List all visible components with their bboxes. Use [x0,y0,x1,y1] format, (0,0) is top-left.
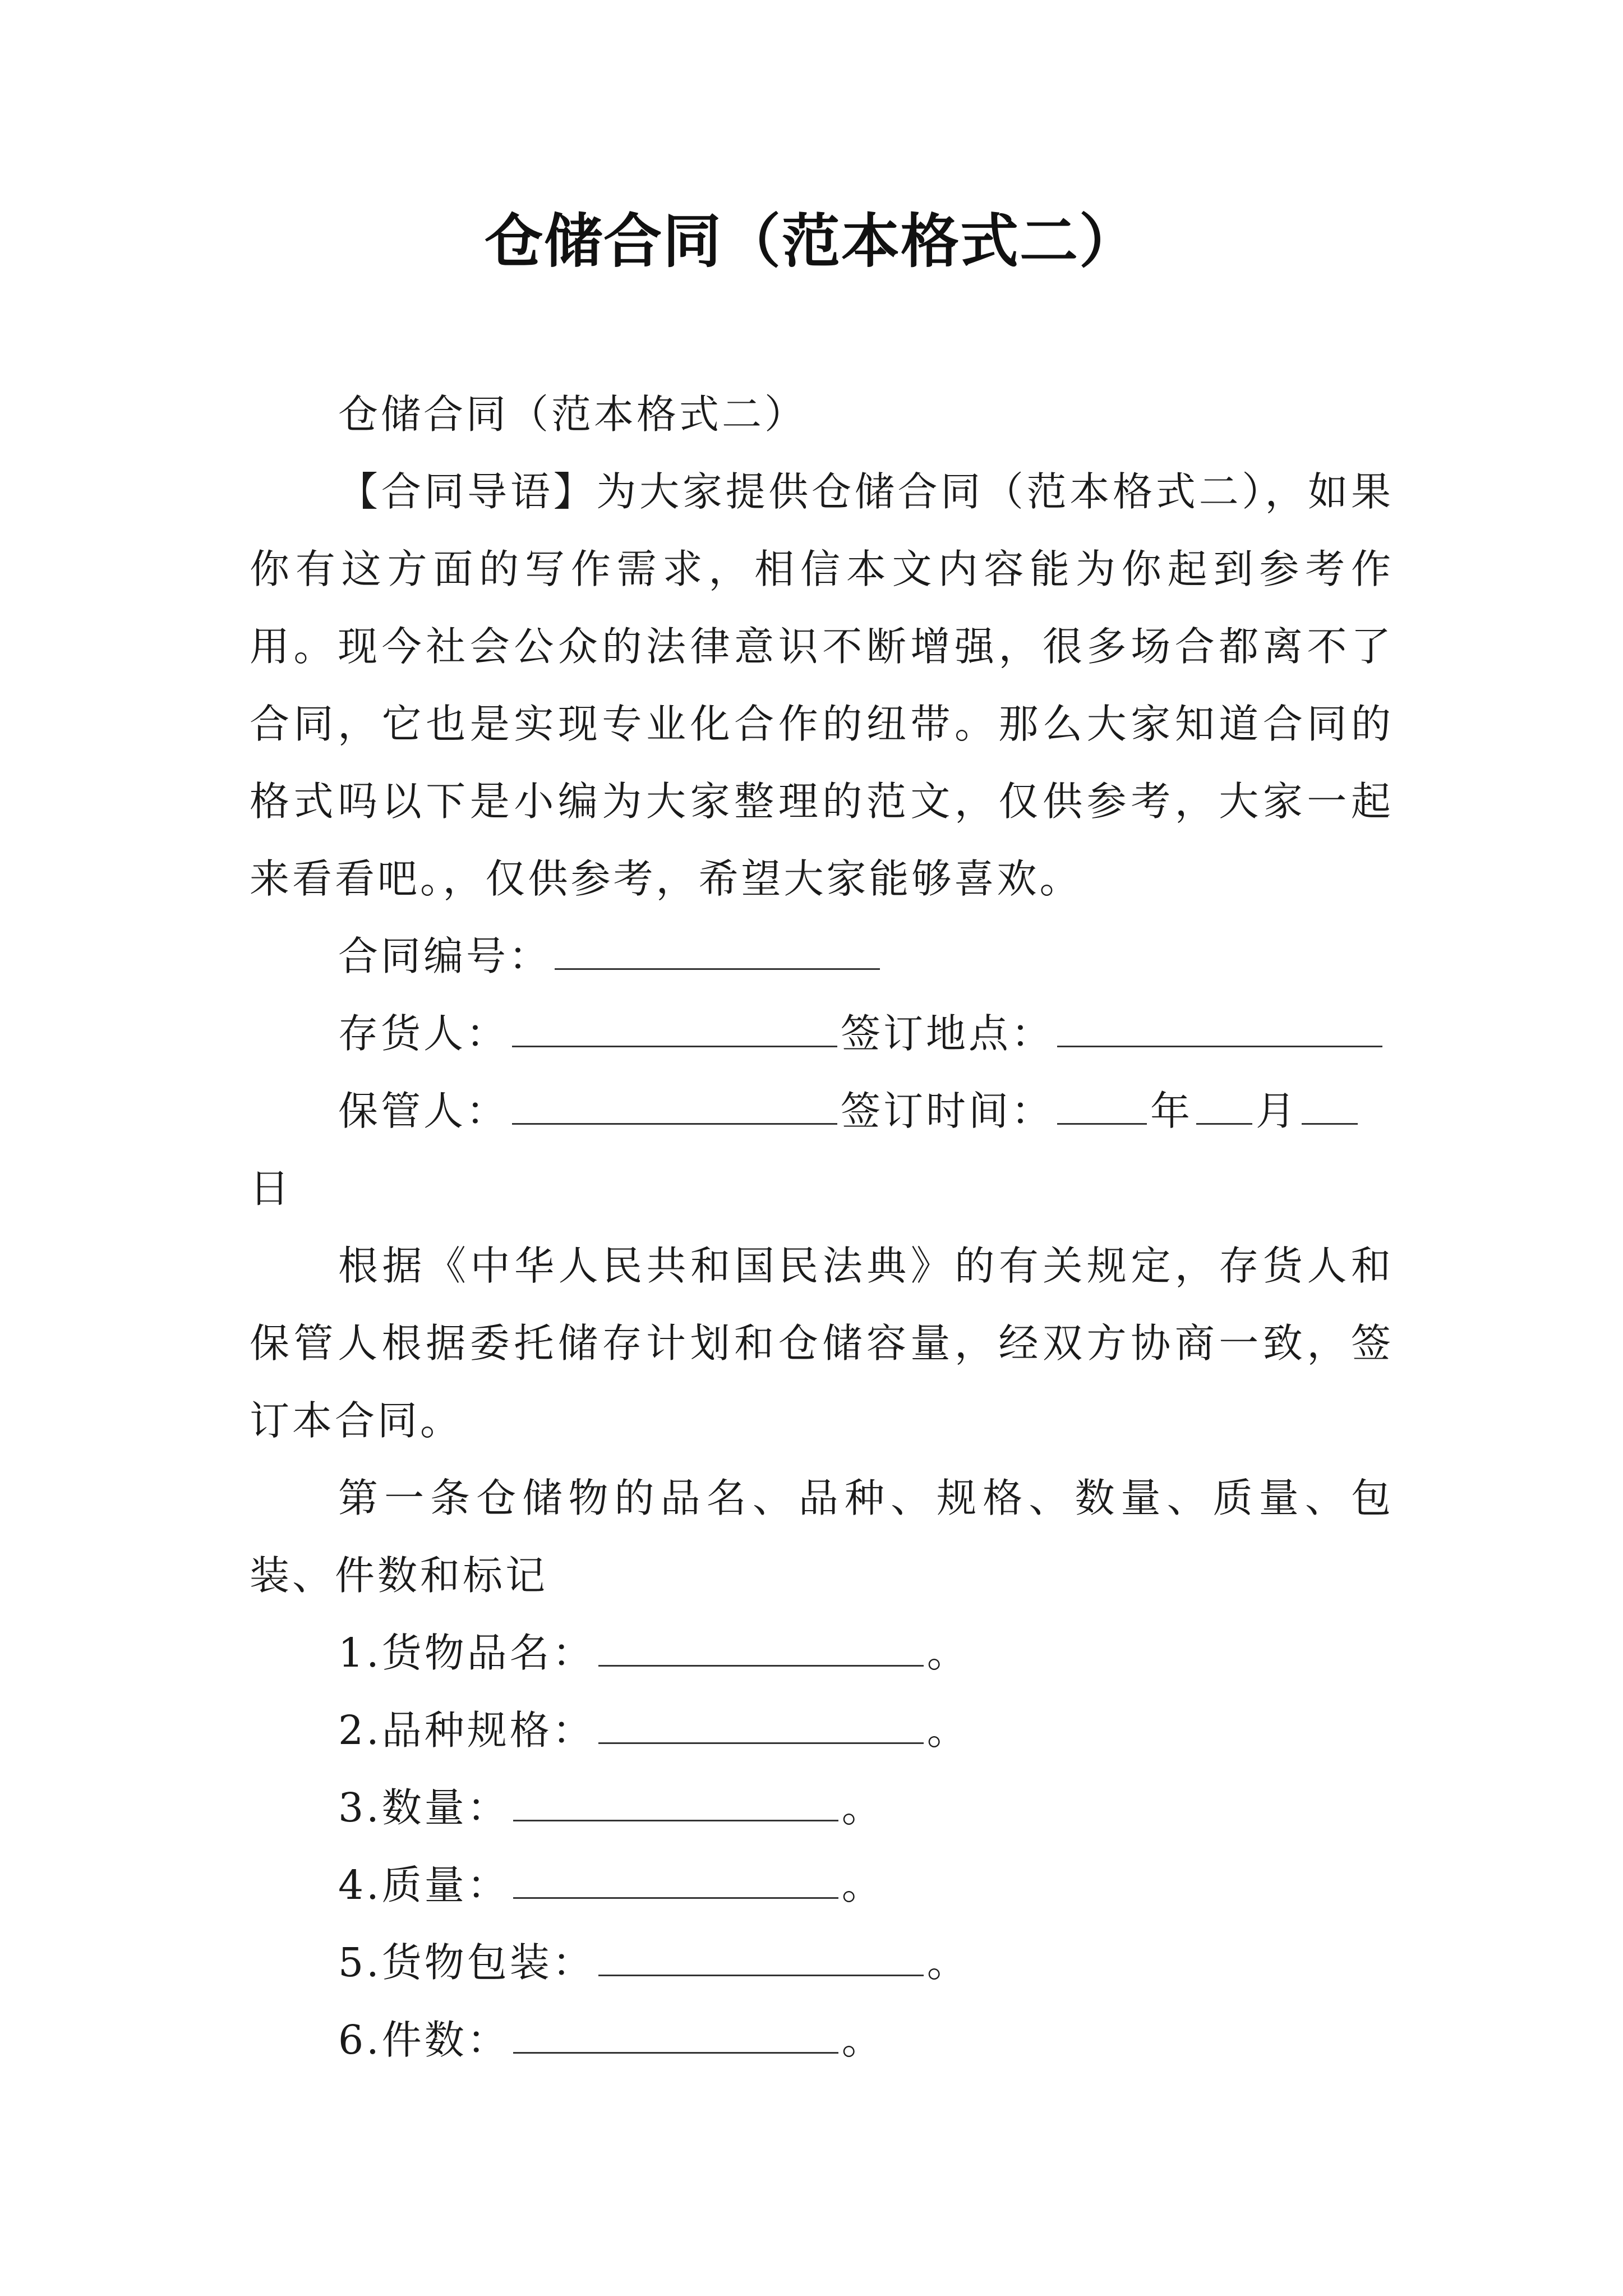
item-suffix: 。 [926,1630,970,1676]
year-label: 年 [1150,1088,1193,1134]
item-suffix: 。 [926,1939,970,1986]
item-line [250,1692,1394,1769]
item-suffix: 。 [926,1707,970,1754]
month-blank [1196,1088,1252,1125]
item-label: 3.数量： [338,1784,510,1831]
year-blank [1057,1088,1147,1125]
sign-place-label: 签订地点： [841,1010,1054,1057]
document-body [250,376,1394,2079]
contract-number-line [250,918,1394,995]
item-label: 1.货物品名： [338,1630,595,1676]
day-label: 日 [250,1165,293,1212]
sign-place-blank [1057,1011,1382,1047]
depositor-blank [512,1011,837,1047]
item-line [250,1847,1394,1924]
item-blank [513,2017,838,2054]
item-blank [598,1940,924,1976]
item-line [250,2001,1394,2079]
item-suffix: 。 [841,2017,884,2063]
preamble-paragraph: 根据《中华人民共和国民法典》的有关规定，存货人和保管人根据委托储存计划和仓储容量，经双方协商一致，签订本合同。 [250,1243,1394,1444]
item-label: 2.品种规格： [338,1707,595,1754]
item-line [250,1769,1394,1847]
item-line [250,1614,1394,1692]
depositor-label: 存货人： [338,1010,509,1057]
document-title: 仓储合同（范本格式二） [484,206,1138,275]
custodian-label: 保管人： [338,1088,509,1134]
sign-time-label: 签订时间： [841,1088,1054,1134]
item-blank [598,1630,924,1667]
contract-number-blank [555,933,880,970]
item-line [250,1924,1394,2001]
article1-heading: 第一条仓储物的品名、品种、规格、数量、质量、包装、件数和标记 [250,1475,1394,1599]
item-label: 4.质量： [338,1862,510,1908]
contract-number-label: 合同编号： [338,933,552,979]
custodian-blank [512,1088,837,1125]
day-blank [1302,1088,1358,1125]
month-label: 月 [1256,1088,1299,1134]
depositor-line [250,995,1394,1073]
intro-paragraph: 【合同导语】为大家提供仓储合同（范本格式二），如果你有这方面的写作需求，相信本文内容能为你起到参考作用。现今社会公众的法律意识不断增强，很多场合都离不了合同，它也是实现专业化合作的纽带。那么大家知道合同的格式吗以下是小编为大家整理的范文，仅供参考，大家一起来看看吧。，仅供参考，希望大家能够喜欢。 [250,468,1394,902]
document-subtitle: 仓储合同（范本格式二） [338,391,808,438]
item-blank [513,1785,838,1821]
item-suffix: 。 [841,1784,884,1831]
custodian-line [250,1073,1394,1150]
item-suffix: 。 [841,1862,884,1908]
item-label: 5.货物包装： [338,1939,595,1986]
item-label: 6.件数： [338,2017,510,2063]
item-blank [513,1862,838,1899]
item-blank [598,1708,924,1744]
